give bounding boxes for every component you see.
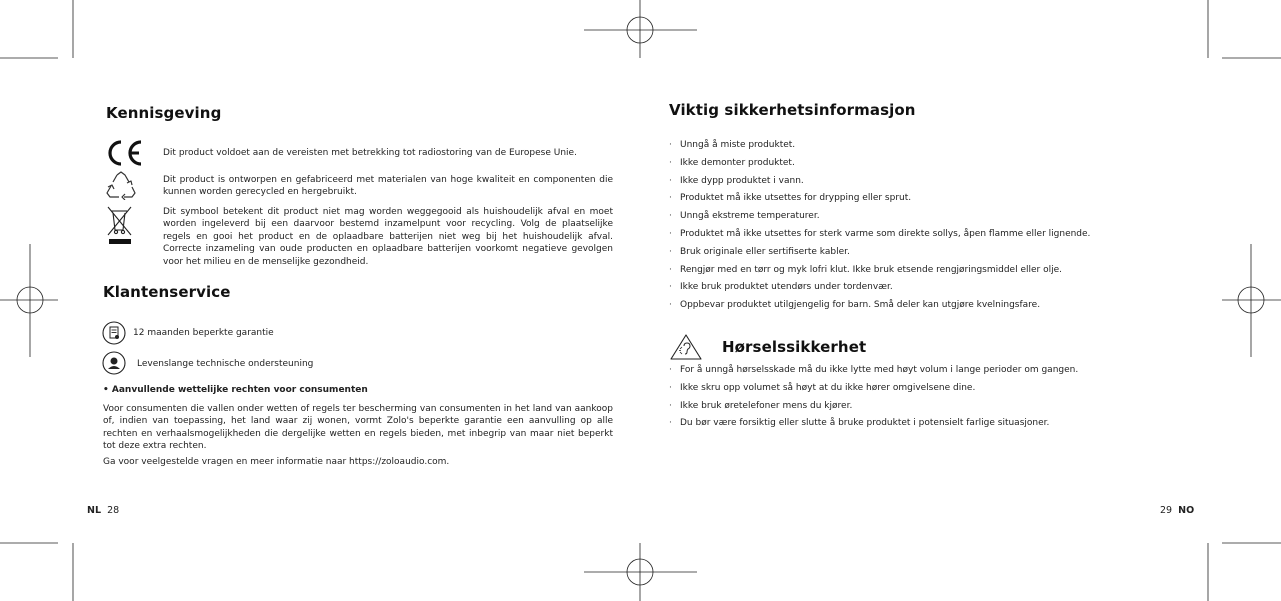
bullet-dot: ·: [669, 382, 672, 393]
list-item: [669, 140, 795, 150]
bullet-dot: ·: [669, 400, 672, 411]
bullet-dot: ·: [669, 193, 672, 204]
rights-heading: [103, 384, 368, 396]
list-item: [669, 265, 1062, 275]
list-item: [669, 383, 975, 393]
bullet-dot: ·: [669, 211, 672, 222]
list-item: [669, 418, 1049, 428]
notice-title: Kennisgeving: [106, 104, 222, 122]
warranty-text: 12 maanden beperkte garantie: [133, 328, 274, 338]
more-info-text: Ga voor veelgestelde vragen en meer informatie naar https://zoloaudio.com.: [103, 457, 450, 467]
list-item: [669, 229, 1090, 239]
bullet-dot: ·: [669, 282, 672, 293]
left-lang: NL: [87, 505, 102, 516]
weee-notice-text: Dit symbool betekent dit product niet mag worden weggegooid als huishoudelijk afval en moet worden ingeleverd bij een daarvoor bestemd inzamelpunt voor recycling. Volg de plaatselijke regels en gooi het product en de oplaadbare batterijen niet weg bij het huishoudelijk afval. Correcte inzameling van oude producten en oplaadbare batterijen voorkomt negatieve gevolgen voor het milieu en de menselijke gezondheid.: [163, 207, 613, 267]
warranty-icon: [102, 321, 126, 345]
bullet-dot: ·: [669, 229, 672, 239]
list-item: [669, 365, 1078, 375]
list-item-text: Unngå ekstreme temperaturer.: [680, 211, 820, 222]
left-page-footer: [87, 505, 119, 516]
list-item-text: Ikke bruk øretelefoner mens du kjører.: [680, 400, 853, 411]
list-item-text: Oppbevar produktet utilgjengelig for barn. Små deler kan utgjøre kvelningsfare.: [680, 300, 1041, 311]
recycle-notice-text: Dit product is ontworpen en gefabriceerd met materialen van hoge kwaliteit en componenten die kunnen worden gerecycled en hergebruikt.: [163, 175, 613, 198]
recycle-icon: [104, 170, 138, 200]
support-icon: [102, 351, 126, 375]
list-item: [669, 211, 820, 221]
safety-title: Viktig sikkerhetsinformasjon: [669, 101, 916, 119]
bullet-dot: ·: [669, 140, 672, 150]
rights-text: Voor consumenten die vallen onder wetten of regels ter bescherming van consumenten in het land van aankoop of, indien van toepassing, het land waar zij wonen, vormt Zolo's beperkte garantie een aanvulling op alle rechten en verhaalsmogelijkheden die dergelijke wetten en regels bieden, met inbegrip van maar niet beperkt tot deze extra rechten.: [103, 404, 613, 452]
list-item: [669, 193, 911, 203]
bullet-dot: ·: [669, 264, 672, 275]
ce-mark-icon: [104, 138, 144, 168]
rights-heading-text: Aanvullende wettelijke rechten voor consumenten: [111, 385, 368, 395]
list-item: [669, 282, 893, 292]
right-page-footer: [1160, 505, 1194, 516]
list-item-text: For å unngå hørselsskade må du ikke lytte med høyt volum i lange perioder om gangen.: [680, 365, 1079, 375]
bullet-dot: ·: [669, 246, 672, 257]
hearing-title: Hørselssikkerhet: [722, 338, 867, 356]
bullet-dot: ·: [669, 365, 672, 375]
list-item-text: Produktet må ikke utsettes for sterk varme som direkte sollys, åpen flamme eller lignende.: [680, 229, 1091, 239]
list-item-text: Ikke bruk produktet utendørs under tordenvær.: [680, 282, 893, 293]
right-lang: NO: [1178, 505, 1195, 516]
bullet-dot: ·: [669, 300, 672, 311]
bullet-dot: ·: [669, 157, 672, 168]
list-item: [669, 401, 852, 411]
bullet-dot: ·: [669, 418, 672, 429]
list-item: [669, 247, 850, 257]
list-item-text: Du bør være forsiktig eller slutte å bruke produktet i potensielt farlige situasjoner.: [680, 418, 1050, 429]
hearing-warning-icon: [669, 333, 703, 361]
list-item-text: Ikke dypp produktet i vann.: [680, 175, 804, 186]
list-item: [669, 300, 1040, 310]
list-item-text: Produktet må ikke utsettes for drypping eller sprut.: [680, 193, 912, 204]
service-title: Klantenservice: [103, 283, 231, 301]
support-text: Levenslange technische ondersteuning: [137, 359, 314, 369]
list-item: [669, 176, 804, 186]
ce-notice-text: Dit product voldoet aan de vereisten met betrekking tot radiostoring van de Europese Unie.: [163, 148, 577, 158]
list-item-text: Bruk originale eller sertifiserte kabler.: [680, 246, 850, 257]
list-item-text: Ikke demonter produktet.: [680, 157, 795, 168]
list-item: [669, 158, 795, 168]
right-page-number: 29: [1160, 505, 1173, 516]
list-item-text: Ikke skru opp volumet så høyt at du ikke hører omgivelsene dine.: [680, 382, 976, 393]
bullet-dot: ·: [669, 175, 672, 186]
left-page-number: 28: [107, 505, 120, 516]
list-item-text: Rengjør med en tørr og myk lofri klut. Ikke bruk etsende rengjøringsmiddel eller olje.: [680, 264, 1062, 275]
bullet-dot: •: [103, 385, 112, 395]
weee-bin-icon: [105, 204, 135, 246]
list-item-text: Unngå å miste produktet.: [680, 140, 796, 150]
